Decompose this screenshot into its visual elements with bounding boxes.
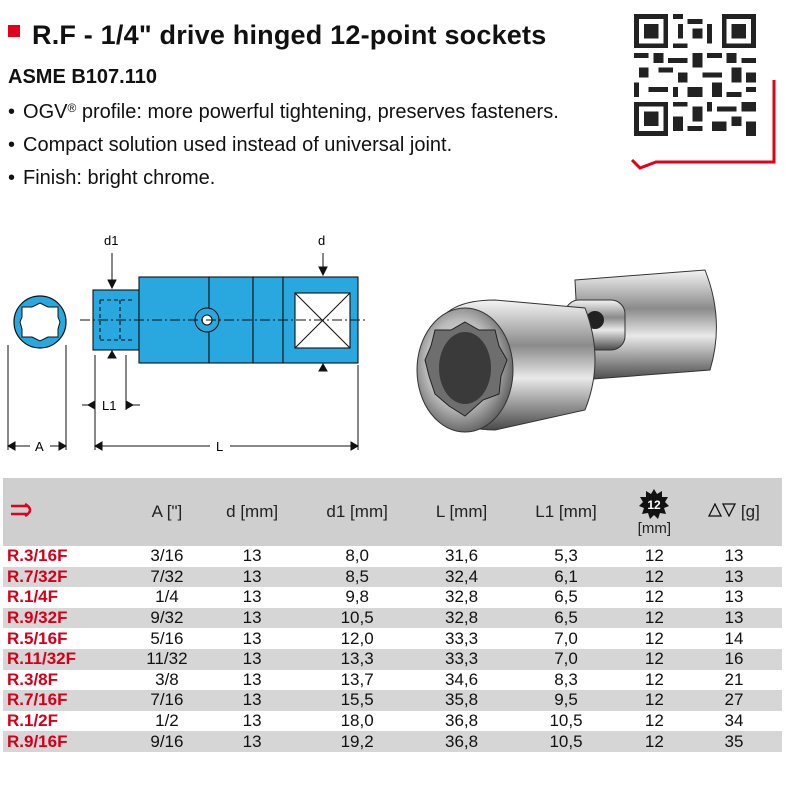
cell-d1: 19,2 — [340, 731, 374, 751]
label-L: L — [216, 439, 224, 454]
column-header-points — [623, 478, 686, 546]
cell-l1: 10,5 — [549, 731, 583, 751]
cell-a: 1/4 — [155, 587, 179, 607]
cell-d: 13 — [242, 608, 262, 628]
cell-g: 35 — [724, 731, 744, 751]
cell-l: 33,3 — [445, 628, 479, 648]
reference-arrow-icon — [9, 502, 39, 518]
reference-column-header — [3, 478, 130, 546]
cell-l: 33,3 — [445, 649, 479, 669]
feature-text-rest: profile: more powerful tightening, preserves fasteners. — [76, 101, 559, 123]
table-row — [3, 567, 782, 588]
cell-l1: 7,0 — [554, 628, 578, 648]
cell-ref[interactable]: R.9/16F — [7, 731, 68, 751]
cell-l: 36,8 — [445, 711, 479, 731]
cell-ref[interactable]: R.3/16F — [7, 546, 68, 566]
cell-g: 14 — [724, 628, 744, 648]
cell-ref[interactable]: R.7/16F — [7, 690, 68, 710]
cell-g: 16 — [724, 649, 744, 669]
table-row — [3, 649, 782, 670]
cell-d1: 13,7 — [340, 669, 374, 689]
cell-d: 13 — [242, 587, 262, 607]
cell-ref[interactable]: R.7/32F — [7, 566, 68, 586]
label-A: A — [35, 439, 44, 454]
cell-g: 13 — [724, 566, 744, 586]
cell-d1: 10,5 — [340, 608, 374, 628]
cell-d1: 8,5 — [345, 566, 369, 586]
table-row — [3, 711, 782, 732]
socket-side-view — [80, 277, 365, 363]
cell-d: 13 — [242, 566, 262, 586]
cell-l: 35,8 — [445, 690, 479, 710]
cell-l: 32,8 — [445, 608, 479, 628]
standard-label: ASME B107.110 — [8, 66, 157, 88]
cell-points: 12 — [644, 587, 664, 607]
table-row — [3, 628, 782, 649]
cell-g: 34 — [724, 711, 744, 731]
cell-points: 12 — [644, 566, 664, 586]
cell-l1: 8,3 — [554, 669, 578, 689]
page-title: R.F - 1/4" drive hinged 12-point sockets — [32, 20, 547, 50]
cell-points: 12 — [644, 608, 664, 628]
cell-d1: 9,8 — [345, 587, 369, 607]
cell-a: 3/8 — [155, 669, 179, 689]
table-row — [3, 608, 782, 629]
cell-d1: 15,5 — [340, 690, 374, 710]
cell-points: 12 — [644, 711, 664, 731]
cell-points: 12 — [644, 546, 664, 566]
cell-l1: 6,5 — [554, 608, 578, 628]
cell-a: 3/16 — [150, 546, 184, 566]
socket-photo — [405, 260, 735, 450]
cell-d1: 13,3 — [340, 649, 374, 669]
cell-l1: 6,5 — [554, 587, 578, 607]
title-block — [8, 20, 546, 51]
cell-l1: 7,0 — [554, 649, 578, 669]
cell-ref[interactable]: R.9/32F — [7, 608, 68, 628]
socket-end-view — [14, 296, 66, 348]
label-L1: L1 — [102, 398, 117, 413]
cell-a: 7/16 — [150, 690, 184, 710]
column-header-l: L [mm] — [435, 502, 488, 521]
cell-d: 13 — [242, 711, 262, 731]
cell-ref[interactable]: R.1/4F — [7, 587, 59, 607]
cell-g: 27 — [724, 690, 744, 710]
cell-l: 32,4 — [445, 566, 479, 586]
cell-a: 11/32 — [146, 649, 188, 669]
cell-a: 1/2 — [155, 711, 179, 731]
cell-l: 32,8 — [445, 587, 479, 607]
cell-points: 12 — [644, 731, 664, 751]
cell-points: 12 — [644, 628, 664, 648]
cell-d: 13 — [242, 731, 262, 751]
cell-l: 36,8 — [445, 731, 479, 751]
feature-list — [8, 96, 559, 195]
cell-ref[interactable]: R.1/2F — [7, 711, 59, 731]
cell-points: 12 — [644, 649, 664, 669]
column-header-weight — [686, 478, 782, 546]
cell-l1: 10,5 — [549, 711, 583, 731]
feature-text: Compact solution used instead of universal joint. — [23, 134, 453, 156]
cell-points: 12 — [644, 690, 664, 710]
cell-d1: 8,0 — [345, 546, 369, 566]
weight-unit: [g] — [740, 502, 760, 521]
cell-a: 7/32 — [150, 566, 184, 586]
label-d: d — [318, 233, 326, 248]
cell-d: 13 — [242, 628, 262, 648]
points-unit: [mm] — [637, 519, 671, 537]
cell-l: 31,6 — [445, 546, 479, 566]
cell-d: 13 — [242, 669, 262, 689]
feature-item — [8, 96, 559, 129]
feature-text: Finish: bright chrome. — [23, 167, 216, 189]
column-header-a: A ["] — [151, 502, 183, 521]
cell-a: 9/16 — [150, 731, 184, 751]
cell-ref[interactable]: R.3/8F — [7, 669, 59, 689]
cell-d1: 12,0 — [340, 628, 374, 648]
scale-icon — [708, 503, 736, 517]
title-marker — [8, 25, 20, 37]
feature-item — [8, 162, 559, 195]
cell-g: 13 — [724, 608, 744, 628]
cell-a: 5/16 — [150, 628, 184, 648]
feature-item — [8, 129, 559, 162]
cell-d: 13 — [242, 546, 262, 566]
points-badge-text: 12 — [647, 497, 662, 512]
cell-l: 34,6 — [445, 669, 479, 689]
qr-code-icon[interactable] — [634, 14, 756, 136]
feature-text: OGV — [23, 101, 68, 123]
cell-l1: 9,5 — [554, 690, 578, 710]
label-d1: d1 — [104, 233, 119, 248]
table-row — [3, 587, 782, 608]
cell-ref[interactable]: R.11/32F — [7, 649, 76, 669]
cell-g: 13 — [724, 587, 744, 607]
cell-g: 21 — [724, 669, 744, 689]
table-row — [3, 670, 782, 691]
cell-d: 13 — [242, 649, 262, 669]
cell-g: 13 — [724, 546, 744, 566]
table-row — [3, 546, 782, 567]
column-header-l1: L1 [mm] — [535, 502, 597, 521]
column-header-d1: d1 [mm] — [326, 502, 388, 521]
technical-drawing — [0, 225, 380, 465]
sockets-table — [3, 478, 782, 752]
column-header-d: d [mm] — [226, 502, 279, 521]
cell-l1: 6,1 — [554, 566, 578, 586]
table-header-row — [3, 478, 782, 546]
cell-ref[interactable]: R.5/16F — [7, 628, 68, 648]
cell-d1: 18,0 — [340, 711, 374, 731]
table-row — [3, 731, 782, 752]
registered-mark: ® — [67, 101, 77, 115]
cell-a: 9/32 — [150, 608, 184, 628]
cell-d: 13 — [242, 690, 262, 710]
table-row — [3, 690, 782, 711]
cell-l1: 5,3 — [554, 546, 578, 566]
twelve-point-badge-icon — [638, 488, 670, 520]
cell-points: 12 — [644, 669, 664, 689]
